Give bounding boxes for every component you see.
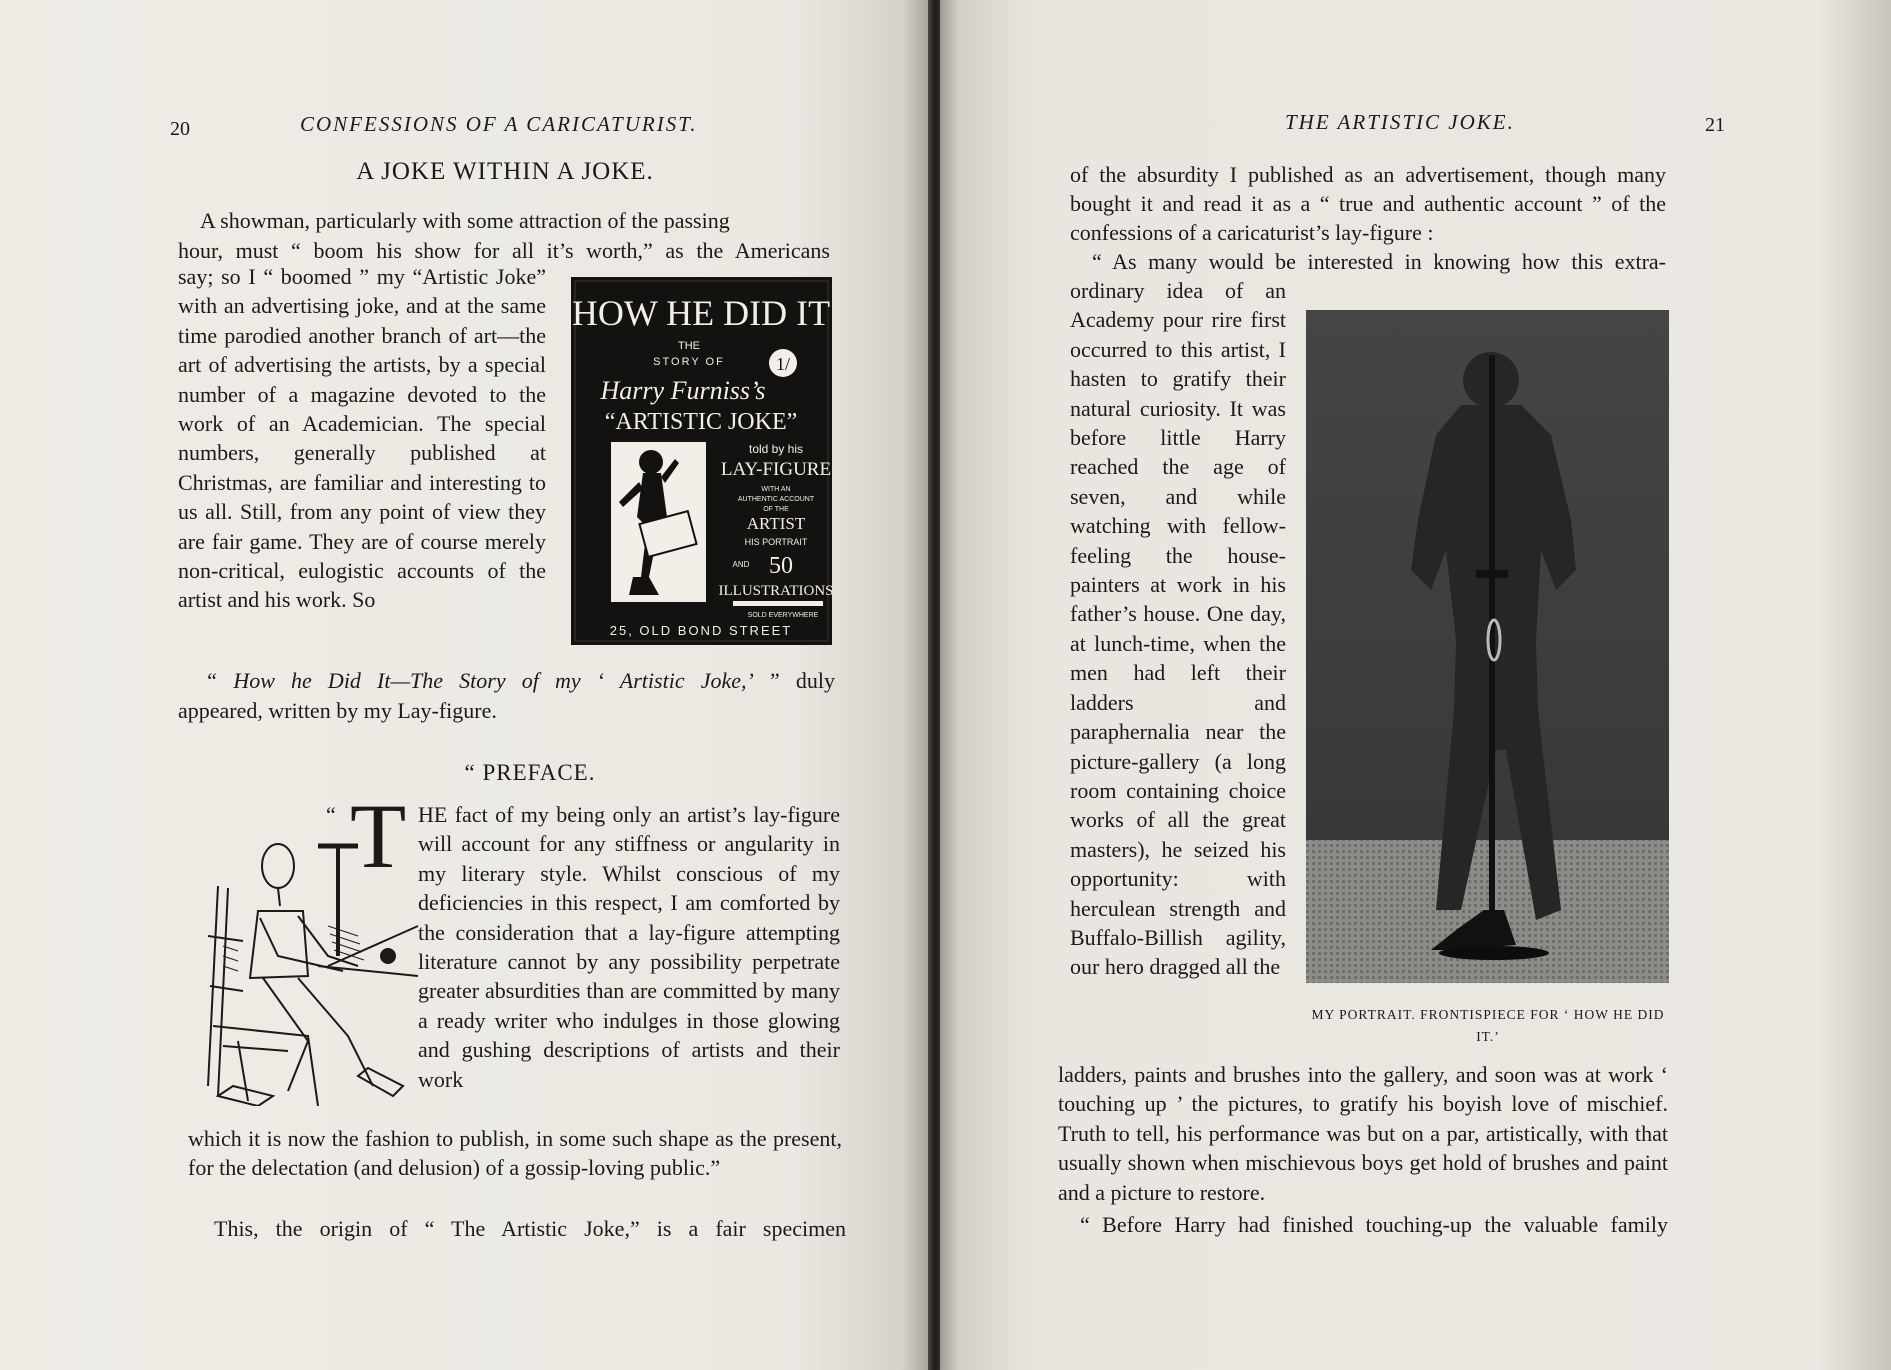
advert-title: HOW HE DID IT (571, 293, 831, 333)
paragraph-wrapped: ordinary idea of an Academy pour rire first occurred to this artist, I hasten to gratify their natural curiosity. It was before little Harry reached the age of seven, and while watching with fellow-feeling the house-painters at work in his father’s house. One day, at lunch-time, when the men had left their ladders and paraphernalia near the picture-gallery (a long room containing choice works of all the great masters), he seized his opportunity: with herculean strength and Buffalo-Billish agility, our hero dragged all the (1070, 278, 1286, 980)
paragraph: ladders, paints and brushes into the gallery, and soon was at work ‘ touching up ’ the pictures, to gratify his boyish love of mischief. Truth to tell, his performance was but on a par, artistically, with that usually shown when mischievous boys get hold of brushes and paint and a picture to restore. (1058, 1062, 1668, 1205)
right-page (940, 0, 1891, 1370)
advert-authentic: AUTHENTIC ACCOUNT (737, 496, 815, 503)
preface-text: HE fact of my being only an artist’s lay-figure will account for any stiffness or angularity in my literary style. Whilst conscious of my deficiencies in this respect, I am comforted by the consideration that a lay-figure attempting literature cannot by any possibility perpetrate greater absurdities than are committed by many a ready writer who indulges in those glowing and gushing descriptions of artists and their work (418, 802, 840, 1092)
text-line: bought it and read it as a “ true and authentic account ” of the (1070, 191, 1666, 216)
text-line: of the absurdity I published as an advertisement, though many (1070, 162, 1666, 187)
portrait-photograph (1306, 310, 1669, 983)
figure-caption: MY PORTRAIT. FRONTISPIECE FOR ‘ HOW HE DID IT.’ (1311, 1007, 1665, 1044)
page-number: 21 (1705, 114, 1725, 136)
advert-signature: Harry Furniss’s (600, 376, 766, 405)
text-line: “ As many would be interested in knowing how this extra- (1092, 249, 1666, 274)
advert-subtitle: “ARTISTIC JOKE” (604, 409, 798, 435)
advert-address: 25, OLD BOND STREET (609, 623, 793, 638)
advert-illustration (571, 277, 832, 645)
advert-portrait: HIS PORTRAIT (744, 537, 808, 547)
advert-artist: ARTIST (746, 514, 806, 533)
paragraph (178, 236, 830, 265)
advert-lay-figure: LAY-FIGURE (720, 459, 832, 480)
italic-title: “ How he Did It—The Story of my ‘ Artistic Joke,’ ” (205, 668, 780, 693)
left-page (0, 0, 930, 1370)
paragraph: “ Before Harry had finished touching-up the valuable family (1080, 1212, 1668, 1237)
text-line: A showman, particularly with some attraction of the passing (200, 208, 730, 233)
man-with-stand-photo (1306, 310, 1669, 983)
opening-quote: “ (326, 802, 336, 827)
running-head: THE ARTISTIC JOKE. (1285, 110, 1515, 134)
advert-sold: SOLD EVERYWHERE (747, 612, 819, 619)
preface-tail: which it is now the fashion to publish, in some such shape as the present, for the delectation (and delusion) of a gossip-loving public.” (188, 1126, 842, 1181)
advert-of-the: OF THE (763, 506, 789, 513)
advert-the: THE (678, 340, 700, 352)
paragraph-wrapped: say; so I “ boomed ” my “Artistic Joke” with an advertising joke, and at the same time parodied another branch of art—the art of advertising the artists, by a special number of a magazine devoted to the work of an Academician. The special numbers, generally published at Christmas, are familiar and interesting to us all. Still, from any point of view they are fair game. They are of course merely non-critical, eulogistic accounts of the artist and his work. So (178, 264, 546, 613)
advert-story-of: STORY OF (653, 356, 725, 368)
text-line: confessions of a caricaturist’s lay-figure : (1070, 220, 1434, 245)
paragraph (205, 666, 835, 695)
silhouette-figure-icon (611, 442, 706, 602)
paragraph: appeared, written by my Lay-figure. (178, 698, 497, 723)
advert-poster (571, 277, 832, 645)
svg-text:1/: 1/ (775, 354, 791, 374)
section-heading: A JOKE WITHIN A JOKE. (356, 158, 654, 185)
advert-illustrations: ILLUSTRATIONS (718, 583, 832, 599)
paragraph (178, 206, 830, 235)
preface-heading: “ PREFACE. (464, 760, 596, 785)
text-run: duly (779, 668, 835, 693)
page-number: 20 (170, 118, 190, 140)
advert-number: 50 (769, 553, 793, 579)
drop-cap: T (350, 785, 407, 887)
advert-with-an: WITH AN (761, 486, 791, 493)
running-head: CONFESSIONS OF A CARICATURIST. (300, 112, 698, 136)
paragraph: This, the origin of “ The Artistic Joke,” is a fair specimen (214, 1216, 846, 1241)
text-line: hour, must “ boom his show for all it’s worth,” as the Americans (178, 238, 830, 263)
advert-told-by: told by his (748, 442, 804, 456)
advert-and: AND (732, 560, 750, 569)
quote-mark (326, 802, 336, 828)
